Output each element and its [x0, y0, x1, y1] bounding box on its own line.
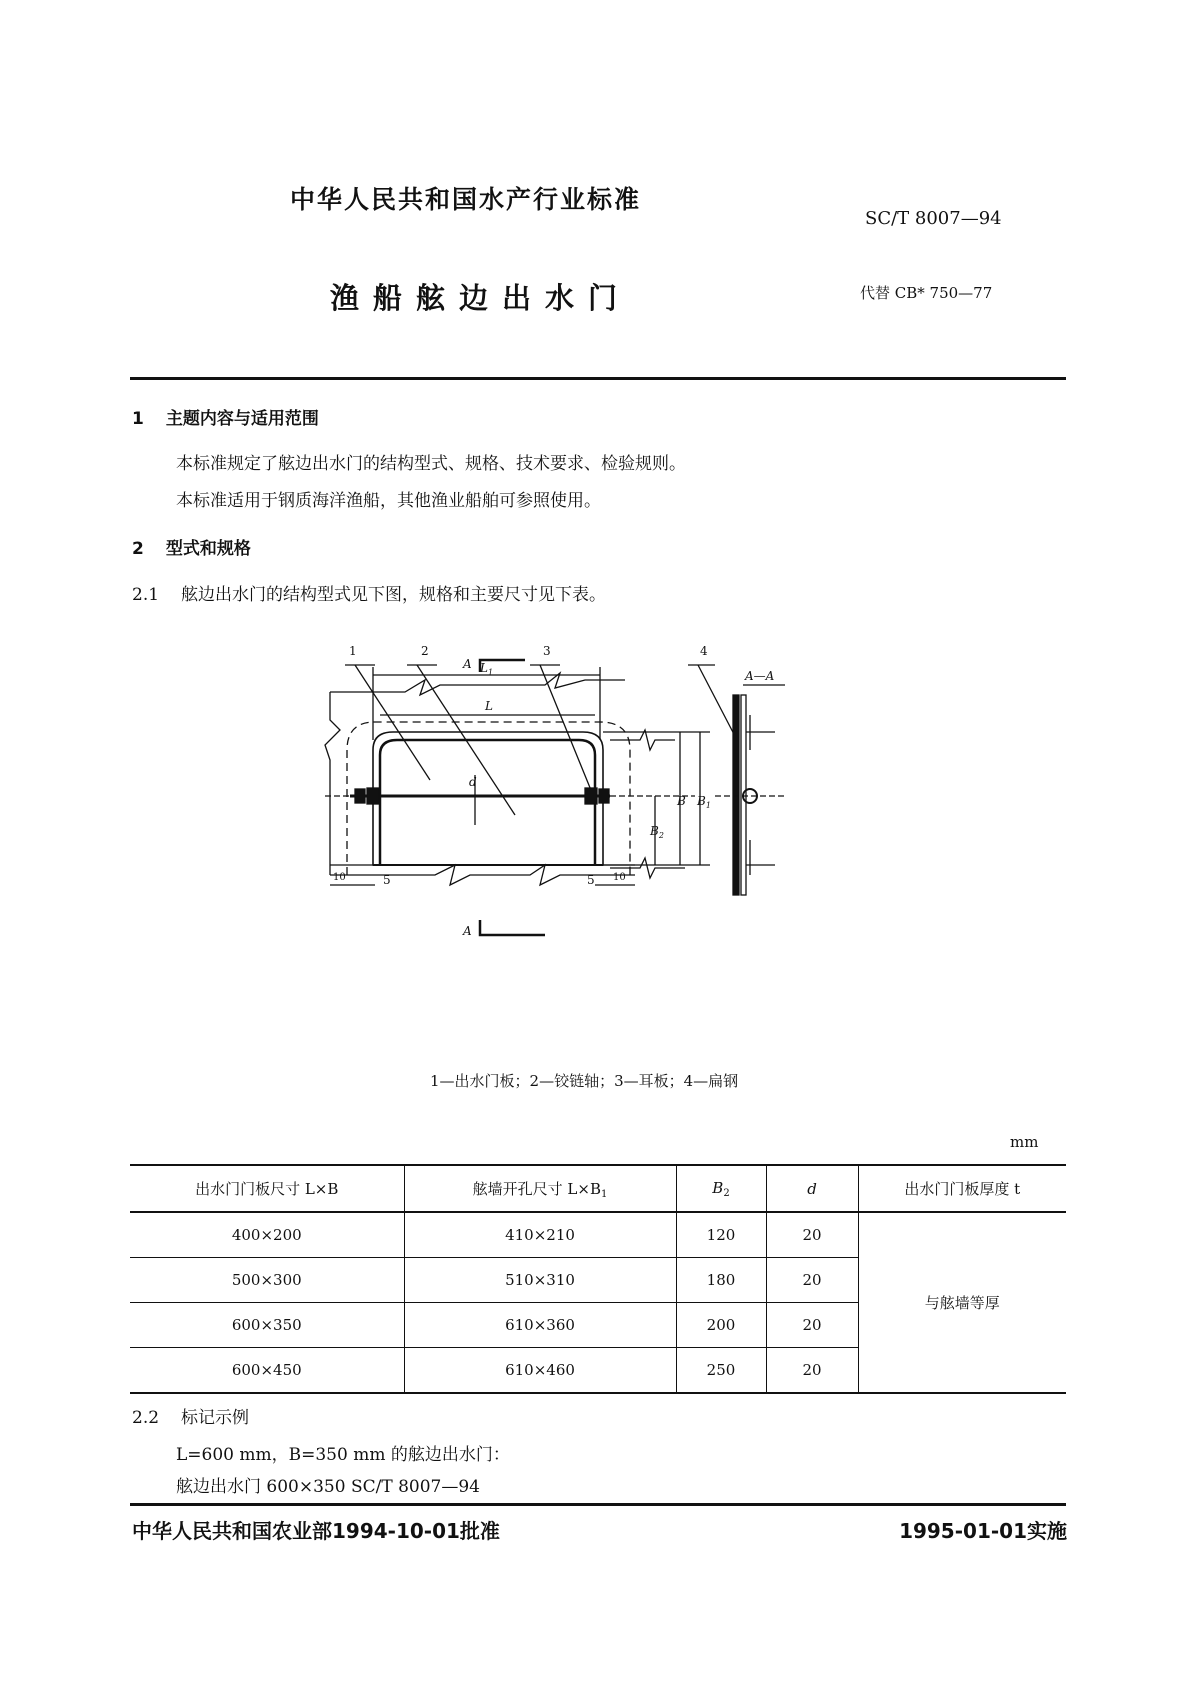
header-door-size: 出水门门板尺寸 L×B: [130, 1165, 404, 1212]
section-2-2: [132, 1403, 249, 1428]
door-plate-rim: [380, 740, 595, 865]
table-header-row: [130, 1165, 1066, 1212]
callout-4-label: 4: [700, 644, 708, 658]
dim-10-right-label: 10: [613, 872, 626, 883]
shaft-nut-left: [355, 789, 365, 803]
cell-door: 500×300: [130, 1258, 404, 1303]
bulwark-break-left: [325, 692, 340, 875]
section-2-heading: [132, 534, 251, 559]
section-cut-bottom: [480, 920, 545, 935]
dim-d-label: d: [469, 775, 477, 789]
section-label-bottom: A: [463, 924, 472, 938]
section-2-1: [132, 580, 606, 605]
callout-2-label: 2: [421, 644, 429, 658]
section-2-number: 2: [132, 539, 144, 559]
section-2-2-number: 2.2: [132, 1408, 160, 1428]
standard-code: SC/T 8007—94: [865, 208, 1002, 229]
bottom-rule: [130, 1503, 1066, 1506]
cell-door: 400×200: [231, 1226, 302, 1244]
section-1-paragraph-1: 本标准规定了舷边出水门的结构型式、规格、技术要求、检验规则。: [176, 454, 686, 474]
section-2-1-number: 2.1: [132, 585, 160, 605]
cell-opening: 610×360: [404, 1303, 676, 1348]
section-1-paragraph-2: 本标准适用于钢质海洋渔船，其他渔业船舶可参照使用。: [176, 491, 601, 511]
approval-note: 中华人民共和国农业部1994-10-01批准: [132, 1519, 500, 1543]
cell-b2: 250: [676, 1348, 766, 1394]
section-view-label: A—A: [745, 669, 775, 683]
section-2-2-title: 标记示例: [181, 1408, 250, 1428]
section-1-title: 主题内容与适用范围: [165, 409, 319, 429]
cell-opening: 410×210: [404, 1212, 676, 1258]
cell-d: 20: [766, 1212, 858, 1258]
dim-B-label: B: [677, 794, 686, 808]
document-title: 渔船舷边出水门: [330, 281, 632, 315]
callout-4-leader: [698, 665, 737, 740]
cell-b2: 200: [676, 1303, 766, 1348]
bulwark-break-right-top: [610, 730, 675, 750]
section-1-number: 1: [132, 409, 144, 429]
shaft-nut-right: [599, 789, 609, 803]
dim-5-left-label: 5: [383, 873, 391, 887]
figure-caption: 1—出水门板；2—铰链轴；3—耳板；4—扁钢: [430, 1072, 739, 1090]
cell-b2: 180: [676, 1258, 766, 1303]
section-2-title: 型式和规格: [165, 539, 251, 559]
lug-left: [367, 788, 379, 804]
cell-d: 20: [766, 1258, 858, 1303]
table-row: [130, 1212, 1066, 1258]
header-b2: $B_2$: [676, 1165, 766, 1212]
lug-right: [585, 788, 597, 804]
door-plate-outer: [373, 732, 603, 865]
cell-opening: 510×310: [404, 1258, 676, 1303]
header-thickness: 出水门门板厚度 t: [858, 1165, 1066, 1212]
cell-door: 600×450: [130, 1348, 404, 1394]
marking-example-line-2: 舷边出水门 600×350 SC/T 8007—94: [176, 1477, 480, 1497]
standard-title: 中华人民共和国水产行业标准: [290, 185, 642, 214]
section-flat-bar: [733, 695, 739, 895]
callout-3-label: 3: [543, 644, 551, 658]
cell-d: 20: [766, 1303, 858, 1348]
callout-1-label: 1: [349, 644, 357, 658]
cell-b2: 120: [676, 1212, 766, 1258]
cell-opening: 610×460: [404, 1348, 676, 1394]
cell-d: 20: [766, 1348, 858, 1394]
section-1-heading: [132, 404, 319, 429]
marking-example-line-1: L=600 mm，B=350 mm 的舷边出水门：: [176, 1445, 510, 1465]
spec-table: [130, 1164, 1066, 1394]
header-opening-size: 舷墙开孔尺寸 $L\times B_1$: [404, 1165, 676, 1212]
scupper-door-figure: [333, 640, 845, 1040]
dim-L1-label: $L_1$: [480, 661, 494, 677]
section-label-top: A: [463, 657, 472, 671]
section-2-1-text: 舷边出水门的结构型式见下图，规格和主要尺寸见下表。: [181, 585, 607, 605]
dim-5-right-label: 5: [587, 873, 595, 887]
bulwark-break-top: [330, 673, 625, 695]
table-unit: mm: [1010, 1133, 1039, 1151]
dim-10-left-label: 10: [333, 872, 346, 883]
top-rule: [130, 377, 1066, 380]
effective-date: 1995-01-01实施: [899, 1519, 1067, 1543]
header-d: d: [766, 1165, 858, 1212]
cell-thickness: 与舷墙等厚: [858, 1212, 1066, 1393]
replaces-note: 代替 CB* 750—77: [860, 284, 993, 302]
dim-B2-label: $B_2$: [650, 824, 664, 840]
dim-L-label: L: [485, 699, 493, 713]
cell-door: 600×350: [130, 1303, 404, 1348]
dim-B1-label: $B_1$: [697, 794, 711, 810]
